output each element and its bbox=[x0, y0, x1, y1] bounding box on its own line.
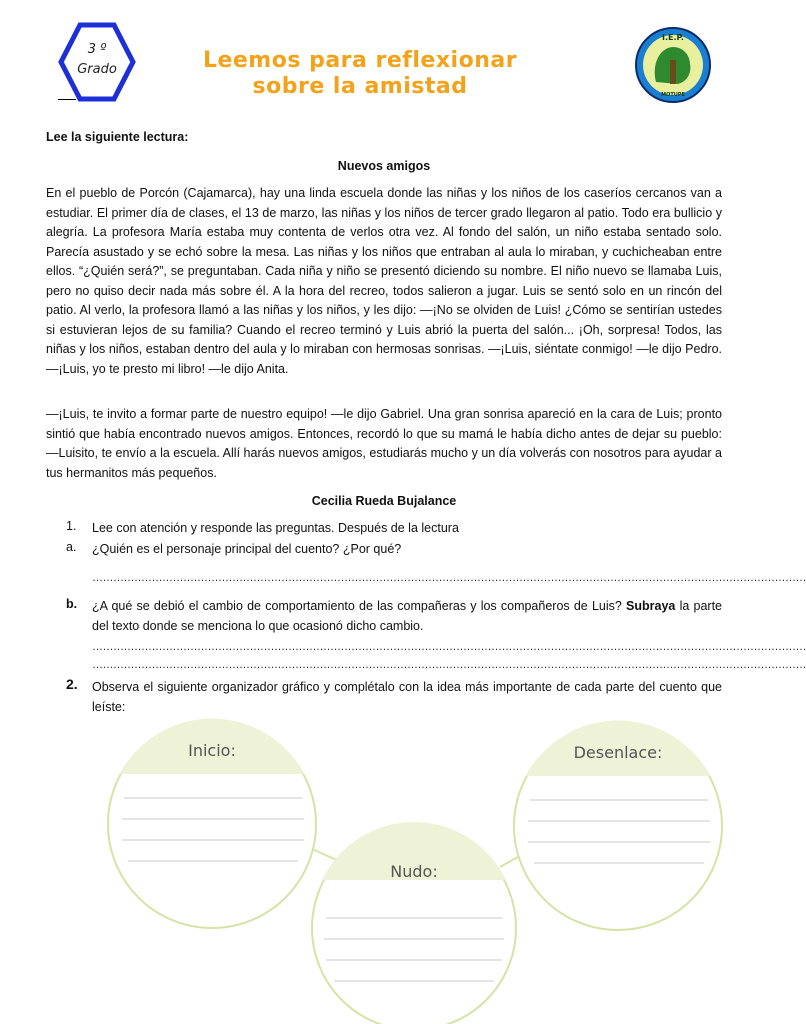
story-author: Cecilia Rueda Bujalance bbox=[311, 494, 457, 508]
story-paragraph-1: En el pueblo de Porcón (Cajamarca), hay una linda escuela donde las niñas y los niños de los caseríos cercanos van a estudiar. El primer día de clases, el 13 de marzo, las niñas y los niños de tercer grado llegaron al patio. Todo era bullicio y alegría. La profesora María estaba muy contenta de verlos otra vez. Al fondo del salón, un niño estaba sentado solo. Parecía asustado y se echó sobre la mesa. Las niñas y los niños que entraban al aula lo miraban, y cuchicheaban entre ellos. “¿Quién será?”, se preguntaban. Cada niña y niño se presentó diciendo su nombre. El niño nuevo se llamaba Luis, pero no quiso decir nada más sobre él. A la hora del recreo, todos salieron a jugar. Luis se sentó solo en un rincón del patio. Al verlo, la profesora llamó a las niñas y los niños, y les dijo: —¡No se olviden de Luis! ¿Cómo se sentirían ustedes si estuvieran lejos de su familia? Cuando el recreo terminó y Luis abrió la puerta del salón... ¡Oh, sorpresa! Todos, las niñas y los niños, estaban dentro del aula y lo miraban con hermosas sonrisas. —¡Luis, siéntate conmigo! —le dijo Pedro. —¡Luis, yo te presto mi libro! —le dijo Anita. bbox=[46, 186, 722, 376]
question-2-number: 2. bbox=[66, 676, 78, 692]
nudo-bubble bbox=[312, 822, 516, 1024]
page-title bbox=[150, 48, 570, 100]
intro-heading: Lee la siguiente lectura: bbox=[46, 130, 189, 144]
question-b-rest: la parte del texto donde se menciona lo que ocasionó dicho cambio. bbox=[92, 599, 722, 633]
question-a-number: a. bbox=[66, 540, 77, 554]
question-1-number: 1. bbox=[66, 519, 77, 533]
inicio-bubble bbox=[108, 718, 316, 928]
story-paragraph-2: —¡Luis, te invito a formar parte de nuestro equipo! —le dijo Gabriel. Una gran sonrisa apareció en la cara de Luis; pronto sintió que había encontrado nuevos amigos. Entonces, recordó lo que su mamá le había dicho antes de dejar su pueblo: —Luisito, te envío a la escuela. Allí harás nuevos amigos, estudiarás mucho y un día volverás con nosotros para ayudar a tus hermanitos más pequeños. bbox=[46, 407, 722, 480]
graphic-organizer bbox=[100, 722, 740, 1022]
question-1-text: Lee con atención y responde las preguntas. Después de la lectura bbox=[92, 521, 459, 535]
title-line-1: Leemos para reflexionar bbox=[202, 48, 518, 73]
question-b-text: ¿A qué se debió el cambio de comportamiento de las compañeras y los compañeros de Luis? bbox=[92, 599, 622, 613]
grade-label: Grado bbox=[77, 62, 117, 77]
desenlace-label: Desenlace: bbox=[573, 743, 663, 762]
badge-underline bbox=[58, 99, 76, 100]
question-b-bold: Subraya bbox=[626, 599, 676, 613]
story-title: Nuevos amigos bbox=[337, 159, 431, 173]
question-a-text: ¿Quién es el personaje principal del cuento? ¿Por qué? bbox=[92, 542, 402, 556]
grade-badge-text bbox=[58, 40, 136, 80]
answer-line-b-1[interactable]: …………………………………………………………………………………………………………………………………………………………………………………… bbox=[92, 641, 806, 653]
grade-number: 3 º bbox=[87, 42, 107, 57]
question-b-number: b. bbox=[66, 597, 78, 611]
answer-line-a[interactable]: …………………………………………………………………………………………………………………………………………………………………………………… bbox=[92, 572, 806, 584]
logo-bottom-text: MOTUPE bbox=[661, 92, 685, 98]
answer-line-b-2[interactable]: …………………………………………………………………………………………………………………………………………………………………………………… bbox=[92, 659, 806, 671]
question-b bbox=[92, 597, 722, 636]
desenlace-bubble bbox=[514, 720, 722, 930]
title-line-2: sobre la amistad bbox=[252, 74, 468, 99]
nudo-label: Nudo: bbox=[390, 862, 438, 881]
question-2-text: Observa el siguiente organizador gráfico y complétalo con la idea más importante de cada parte del cuento que leíste: bbox=[92, 680, 722, 714]
logo-top-text: I.E.P. bbox=[662, 33, 684, 42]
inicio-label: Inicio: bbox=[188, 741, 236, 760]
school-logo bbox=[634, 26, 712, 104]
